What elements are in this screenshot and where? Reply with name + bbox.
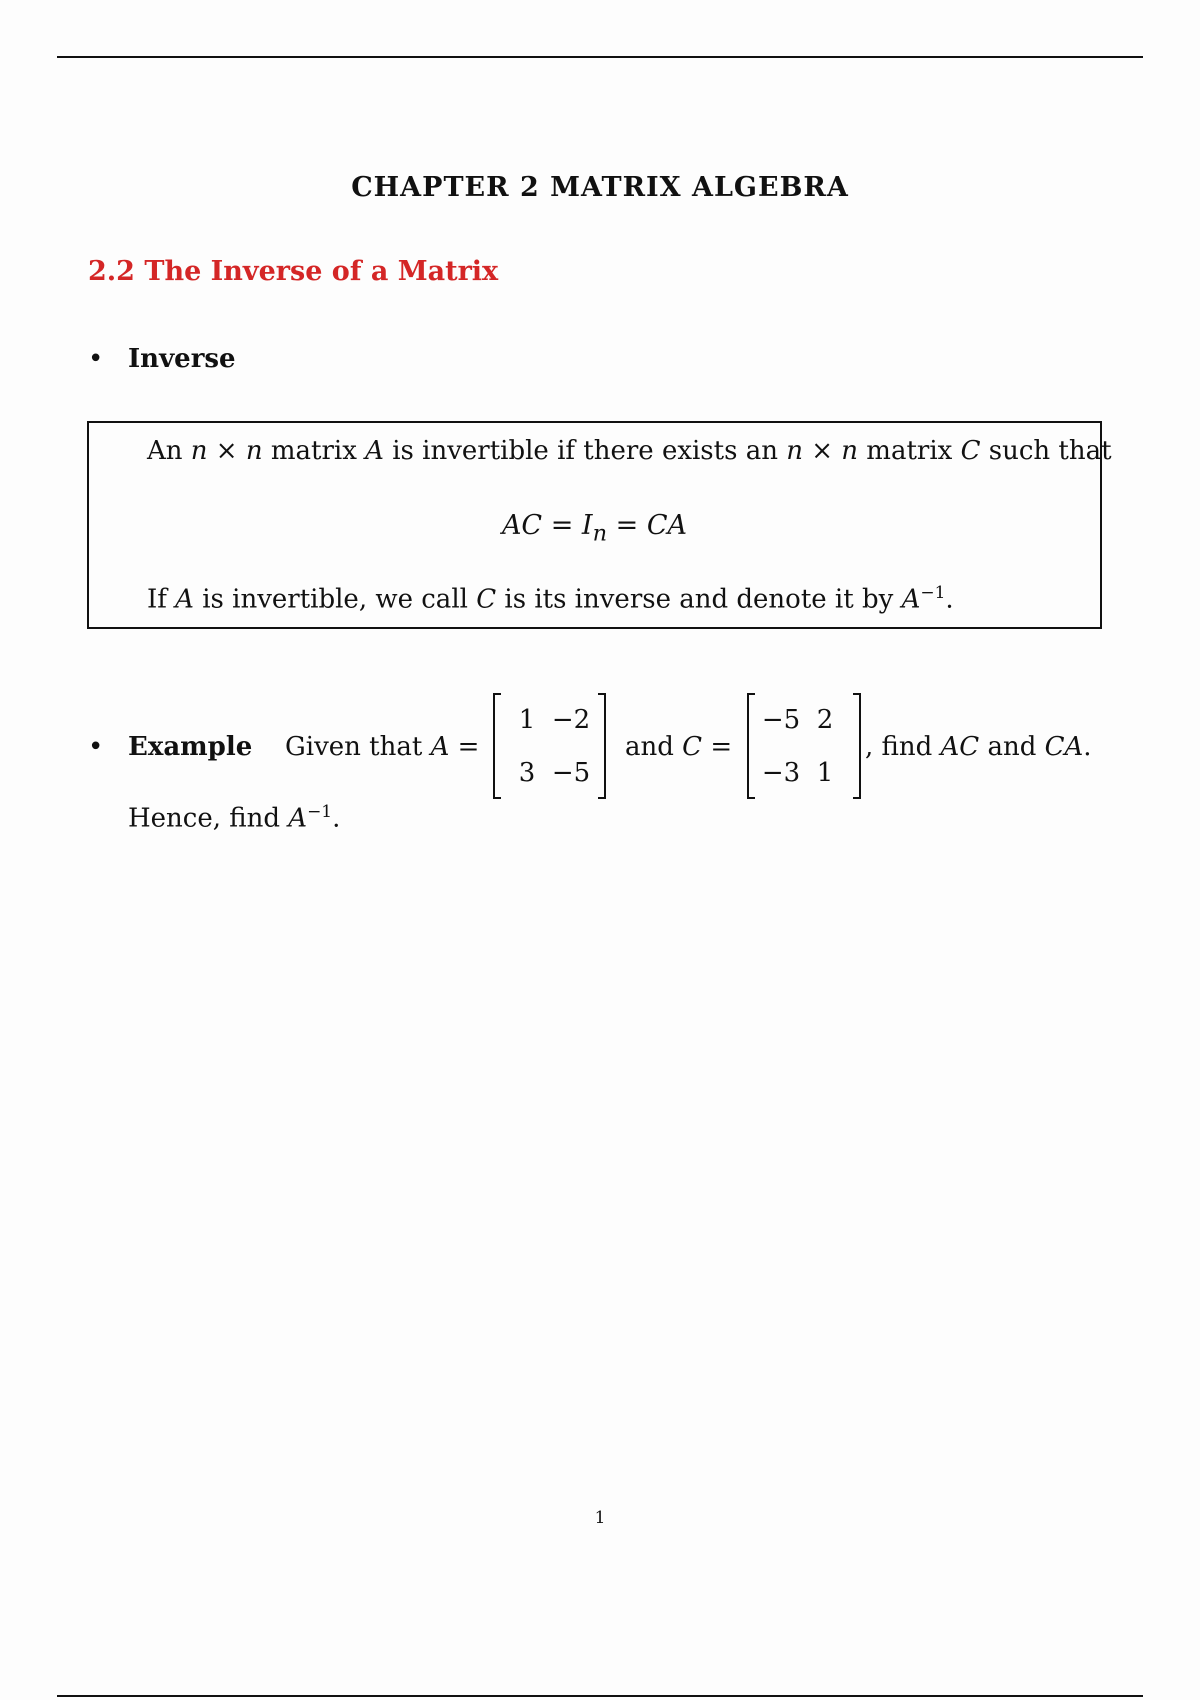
text: . bbox=[945, 584, 954, 615]
math-C: C bbox=[682, 732, 703, 762]
page-number: 1 bbox=[594, 1508, 606, 1528]
example-hence bbox=[128, 802, 340, 834]
definition-line-2 bbox=[147, 583, 954, 615]
text: , find bbox=[865, 732, 941, 762]
subscript-n: n bbox=[592, 520, 608, 547]
bullet-dot: • bbox=[88, 344, 104, 374]
times-symbol: × bbox=[802, 436, 842, 466]
math-AC: AC bbox=[501, 510, 543, 541]
bottom-rule bbox=[57, 1695, 1143, 1697]
math-AC: AC bbox=[940, 732, 980, 762]
text: and bbox=[979, 732, 1045, 762]
example-find bbox=[865, 732, 1092, 762]
math-CA: CA bbox=[646, 510, 688, 541]
equals-sign: = bbox=[542, 510, 582, 541]
matrix-cell: 1 bbox=[816, 758, 834, 788]
matrix-cell: −2 bbox=[551, 705, 591, 735]
math-CA: CA bbox=[1044, 732, 1084, 762]
bullet-label-inverse: Inverse bbox=[128, 344, 236, 374]
matrix-C bbox=[747, 693, 861, 799]
bullet-label-example: Example bbox=[128, 732, 253, 762]
example-given bbox=[285, 732, 479, 762]
left-bracket bbox=[747, 693, 755, 799]
math-A: A bbox=[365, 436, 384, 466]
times-symbol: × bbox=[207, 436, 246, 466]
left-bracket bbox=[493, 693, 501, 799]
bullet-dot: • bbox=[88, 732, 104, 762]
math-I: I bbox=[581, 510, 593, 541]
text: matrix bbox=[858, 436, 961, 466]
text: matrix bbox=[262, 436, 366, 466]
text: Given that bbox=[285, 732, 431, 762]
math-n: n bbox=[190, 436, 208, 466]
definition-equation bbox=[89, 510, 1100, 546]
matrix-A bbox=[493, 693, 606, 799]
matrix-cell: 2 bbox=[816, 705, 834, 735]
matrix-cell: 1 bbox=[518, 705, 536, 735]
example-row bbox=[88, 693, 1148, 808]
text: . bbox=[332, 803, 341, 834]
math-A: A bbox=[901, 584, 921, 615]
right-bracket bbox=[853, 693, 861, 799]
equals-sign: = bbox=[607, 510, 647, 541]
text: If bbox=[147, 584, 176, 615]
superscript-inverse: −1 bbox=[920, 583, 946, 603]
text: is invertible, we call bbox=[193, 584, 477, 615]
math-n: n bbox=[841, 436, 859, 466]
text: Hence, find bbox=[128, 803, 289, 834]
superscript-inverse: −1 bbox=[307, 802, 333, 822]
math-n: n bbox=[245, 436, 263, 466]
right-bracket bbox=[598, 693, 606, 799]
matrix-cell: −5 bbox=[551, 758, 591, 788]
bullet-inverse bbox=[88, 344, 236, 374]
math-n: n bbox=[786, 436, 803, 466]
equals-sign: = bbox=[702, 732, 733, 762]
math-C: C bbox=[476, 584, 497, 615]
chapter-title: CHAPTER 2 MATRIX ALGEBRA bbox=[351, 172, 849, 203]
matrix-cell: −5 bbox=[761, 705, 801, 735]
text: and bbox=[625, 732, 683, 762]
text: An bbox=[147, 436, 191, 466]
matrix-cell: 3 bbox=[518, 758, 536, 788]
definition-line-1 bbox=[147, 436, 1112, 466]
math-A: A bbox=[175, 584, 194, 615]
top-rule bbox=[57, 56, 1143, 58]
matrix-cell: −3 bbox=[761, 758, 801, 788]
text: such that bbox=[980, 436, 1112, 466]
math-A: A bbox=[430, 732, 450, 762]
example-and bbox=[625, 732, 732, 762]
equals-sign: = bbox=[449, 732, 480, 762]
definition-box bbox=[87, 421, 1112, 629]
section-title: 2.2 The Inverse of a Matrix bbox=[88, 256, 499, 287]
text: is its inverse and denote it by bbox=[496, 584, 902, 615]
text: is invertible if there exists an bbox=[383, 436, 787, 466]
text: . bbox=[1083, 732, 1092, 762]
math-C: C bbox=[960, 436, 981, 466]
math-A: A bbox=[288, 803, 308, 834]
